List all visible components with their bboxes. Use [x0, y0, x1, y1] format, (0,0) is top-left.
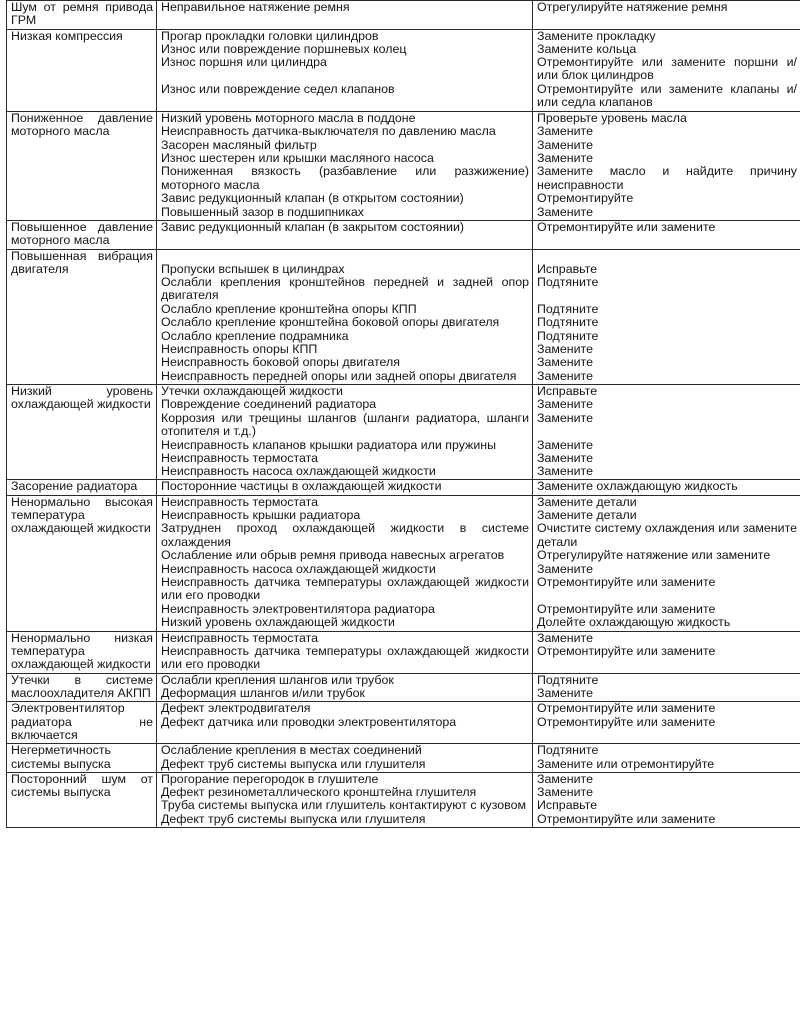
symptom-cell: Шум от ремня привода ГРМ: [7, 1, 157, 30]
symptom-cell: Повышенная вибрация двигателя: [7, 249, 157, 384]
fix-cell: [533, 631, 800, 673]
fix-text: Замените: [537, 450, 593, 465]
table-row: [7, 384, 800, 479]
fix-text: Замените: [537, 368, 593, 383]
table-row: [7, 673, 800, 702]
fix-cell: [533, 220, 800, 249]
fix-cell: [533, 495, 800, 631]
cause-cell: [157, 744, 533, 773]
fix-text: Подтяните: [537, 672, 599, 687]
fix-text: Очистите систему охлаждения или замените детали: [537, 521, 797, 549]
fix-text: Исправьте: [537, 261, 598, 276]
fix-text: Исправьте: [537, 383, 598, 398]
fix-text: Замените кольца: [537, 41, 637, 56]
cause-text: Пониженная вязкость (разбавление или разжижение) моторного масла: [161, 164, 529, 192]
fix-cell: [533, 249, 800, 384]
cause-cell: [157, 480, 533, 495]
fix-text: Отремонтируйте или замените поршни и/или блок цилиндров: [537, 55, 797, 83]
cause-cell: [157, 29, 533, 112]
fix-text: Отремонтируйте или замените: [537, 811, 716, 826]
cause-text: Неисправность термостата: [161, 450, 319, 465]
cause-text: Неисправность термостата: [161, 494, 319, 509]
cause-text: Прогорание перегородок в глушителе: [161, 771, 379, 786]
symptom-cell: Электровентилятор радиатора не включается: [7, 702, 157, 744]
fix-text: Замените: [537, 204, 593, 219]
cause-cell: [157, 673, 533, 702]
cause-text: Ослабли крепления кронштейнов передней и задней опор двигателя: [161, 275, 529, 303]
cause-text: Завис редукционный клапан (в закрытом состоянии): [161, 219, 465, 234]
cause-text: Ослабли крепления шлангов или трубок: [161, 672, 394, 687]
symptom-cell: Низкая компрессия: [7, 29, 157, 112]
fix-text: Замените детали: [537, 494, 637, 509]
cause-text: Неисправность насоса охлаждающей жидкости: [161, 464, 436, 479]
fix-text: Замените охлаждающую жидкость: [537, 479, 738, 494]
symptom-cell: Негерметичность системы выпуска: [7, 744, 157, 773]
table-row: [7, 772, 800, 827]
fix-text: Замените: [537, 561, 593, 576]
fix-text: Отремонтируйте или замените клапаны и/или седла клапанов: [537, 82, 797, 110]
cause-text: Неисправность электровентилятора радиатора: [161, 601, 435, 616]
symptom-cell: Ненормально низкая температура охлаждающей жидкости: [7, 631, 157, 673]
cause-cell: [157, 702, 533, 744]
fix-cell: [533, 112, 800, 221]
fix-text: Подтяните: [537, 302, 599, 317]
table-row: [7, 249, 800, 384]
fix-text: Замените масло и найдите причину неисправности: [537, 164, 797, 192]
fix-text: Отремонтируйте или замените: [537, 219, 716, 234]
cause-text: Износ поршня или цилиндра: [161, 55, 327, 70]
cause-text: Дефект резинометаллического кронштейна глушителя: [161, 785, 477, 800]
symptom-cell: Ненормально высокая температура охлаждающей жидкости: [7, 495, 157, 631]
symptom-cell: Низкий уровень охлаждающей жидкости: [7, 384, 157, 479]
fix-cell: [533, 384, 800, 479]
cause-text: Ослабление или обрыв ремня привода навесных агрегатов: [161, 548, 505, 563]
fix-text: Замените: [537, 355, 593, 370]
cause-text: Неисправность датчика температуры охлаждающей жидкости или его проводки: [161, 643, 529, 672]
cause-text: Неисправность передней опоры или задней опоры двигателя: [161, 368, 517, 383]
fix-text: Подтяните: [537, 743, 599, 758]
cause-text: Пропуски вспышек в цилиндрах: [161, 261, 345, 276]
fix-text: Отремонтируйте или замените: [537, 643, 716, 658]
table-row: [7, 220, 800, 249]
cause-cell: [157, 495, 533, 631]
cause-text: Неисправность крышки радиатора: [161, 508, 361, 523]
troubleshooting-table: [6, 0, 800, 828]
fix-cell: [533, 1, 800, 30]
cause-cell: [157, 384, 533, 479]
cause-text: Износ или повреждение седел клапанов: [161, 82, 395, 97]
cause-text: Неисправность насоса охлаждающей жидкости: [161, 561, 436, 576]
cause-text: Повреждение соединений радиатора: [161, 397, 377, 412]
cause-cell: [157, 1, 533, 30]
cause-text: Ослабло крепление подрамника: [161, 328, 349, 343]
cause-text: Утечки охлаждающей жидкости: [161, 383, 343, 398]
table-row: [7, 480, 800, 495]
cause-text: Завис редукционный клапан (в открытом состоянии): [161, 191, 464, 206]
cause-text: Ослабло крепление кронштейна боковой опоры двигателя: [161, 315, 500, 330]
cause-text: Неисправность термостата: [161, 630, 319, 645]
cause-cell: [157, 220, 533, 249]
table-row: [7, 29, 800, 112]
fix-text: Отремонтируйте или замените: [537, 574, 716, 589]
fix-text: Долейте охлаждающую жидкость: [537, 615, 731, 630]
cause-text: Неисправность боковой опоры двигателя: [161, 355, 400, 370]
cause-text: Неисправность опоры КПП: [161, 342, 318, 357]
cause-text: Труба системы выпуска или глушитель контактируют с кузовом: [161, 798, 527, 813]
cause-text: Дефект труб системы выпуска или глушителя: [161, 756, 426, 771]
fix-text: Замените: [537, 785, 593, 800]
cause-text: Дефект электродвигателя: [161, 701, 311, 716]
symptom-cell: Засорение радиатора: [7, 480, 157, 495]
cause-text: Ослабло крепление кронштейна опоры КПП: [161, 302, 417, 317]
fix-cell: [533, 744, 800, 773]
table-row: [7, 631, 800, 673]
fix-text: Замените или отремонтируйте: [537, 756, 715, 771]
cause-text: Повышенный зазор в подшипниках: [161, 204, 364, 219]
fix-text: Замените: [537, 771, 593, 786]
cause-text: Неисправность датчика температуры охлаждающей жидкости или его проводки: [161, 574, 529, 603]
cause-text: Дефект датчика или проводки электровентилятора: [161, 714, 457, 729]
cause-cell: [157, 249, 533, 384]
cause-text: Дефект труб системы выпуска или глушителя: [161, 811, 426, 826]
table-row: [7, 1, 800, 30]
cause-text: Низкий уровень моторного масла в поддоне: [161, 111, 416, 126]
cause-text: Деформация шлангов и/или трубок: [161, 686, 365, 701]
cause-text: Износ или повреждение поршневых колец: [161, 41, 407, 56]
fix-cell: [533, 480, 800, 495]
fix-text: Замените прокладку: [537, 28, 656, 43]
fix-text: Замените: [537, 410, 593, 425]
fix-text: Замените: [537, 464, 593, 479]
table-row: [7, 702, 800, 744]
fix-text: Замените: [537, 686, 593, 701]
cause-cell: [157, 112, 533, 221]
fix-cell: [533, 29, 800, 112]
fix-text: Замените: [537, 124, 593, 139]
cause-text: Затруднен проход охлаждающей жидкости в системе охлаждения: [161, 521, 529, 549]
table-row: [7, 744, 800, 773]
fix-text: Отремонтируйте или замените: [537, 714, 716, 729]
cause-text: Посторонние частицы в охлаждающей жидкости: [161, 479, 442, 494]
cause-cell: [157, 772, 533, 827]
cause-text: Засорен масляный фильтр: [161, 137, 317, 152]
fix-text: Замените: [537, 137, 593, 152]
fix-text: Отремонтируйте или замените: [537, 601, 716, 616]
fix-cell: [533, 673, 800, 702]
fix-text: Подтяните: [537, 275, 599, 290]
cause-text: Прогар прокладки головки цилиндров: [161, 28, 379, 43]
cause-cell: [157, 631, 533, 673]
fix-text: Замените: [537, 437, 593, 452]
symptom-cell: Утечки в системе маслоохладителя АКПП: [7, 673, 157, 702]
cause-text: Неисправность клапанов крышки радиатора или пружины: [161, 437, 496, 452]
symptom-cell: Повышенное давление моторного масла: [7, 220, 157, 249]
symptom-cell: Посторонний шум от системы выпуска: [7, 772, 157, 827]
cause-text: Низкий уровень охлаждающей жидкости: [161, 615, 395, 630]
cause-text: Коррозия или трещины шлангов (шланги радиатора, шланги отопителя и т.д.): [161, 410, 529, 438]
table-row: [7, 112, 800, 221]
fix-text: Замените: [537, 342, 593, 357]
symptom-cell: Пониженное давление моторного масла: [7, 112, 157, 221]
fix-text: Замените: [537, 151, 593, 166]
cause-text: Износ шестерен или крышки масляного насоса: [161, 151, 434, 166]
fix-text: Проверьте уровень масла: [537, 111, 687, 126]
fix-text: Подтяните: [537, 328, 599, 343]
table-row: [7, 495, 800, 631]
fix-text: Замените детали: [537, 508, 637, 523]
table-body: [7, 1, 800, 828]
fix-cell: [533, 772, 800, 827]
fix-text: Замените: [537, 397, 593, 412]
fix-text: Отремонтируйте: [537, 191, 634, 206]
fix-text: Отрегулируйте натяжение ремня: [537, 0, 728, 14]
fix-text: Исправьте: [537, 798, 598, 813]
cause-text: Ослабление крепления в местах соединений: [161, 743, 422, 758]
fix-text: Отрегулируйте натяжение или замените: [537, 548, 771, 563]
fix-cell: [533, 702, 800, 744]
cause-text: Неправильное натяжение ремня: [161, 0, 350, 14]
fix-text: Подтяните: [537, 315, 599, 330]
fix-text: Отремонтируйте или замените: [537, 701, 716, 716]
cause-text: Неисправность датчика-выключателя по давлению масла: [161, 124, 496, 139]
fix-text: Замените: [537, 630, 593, 645]
